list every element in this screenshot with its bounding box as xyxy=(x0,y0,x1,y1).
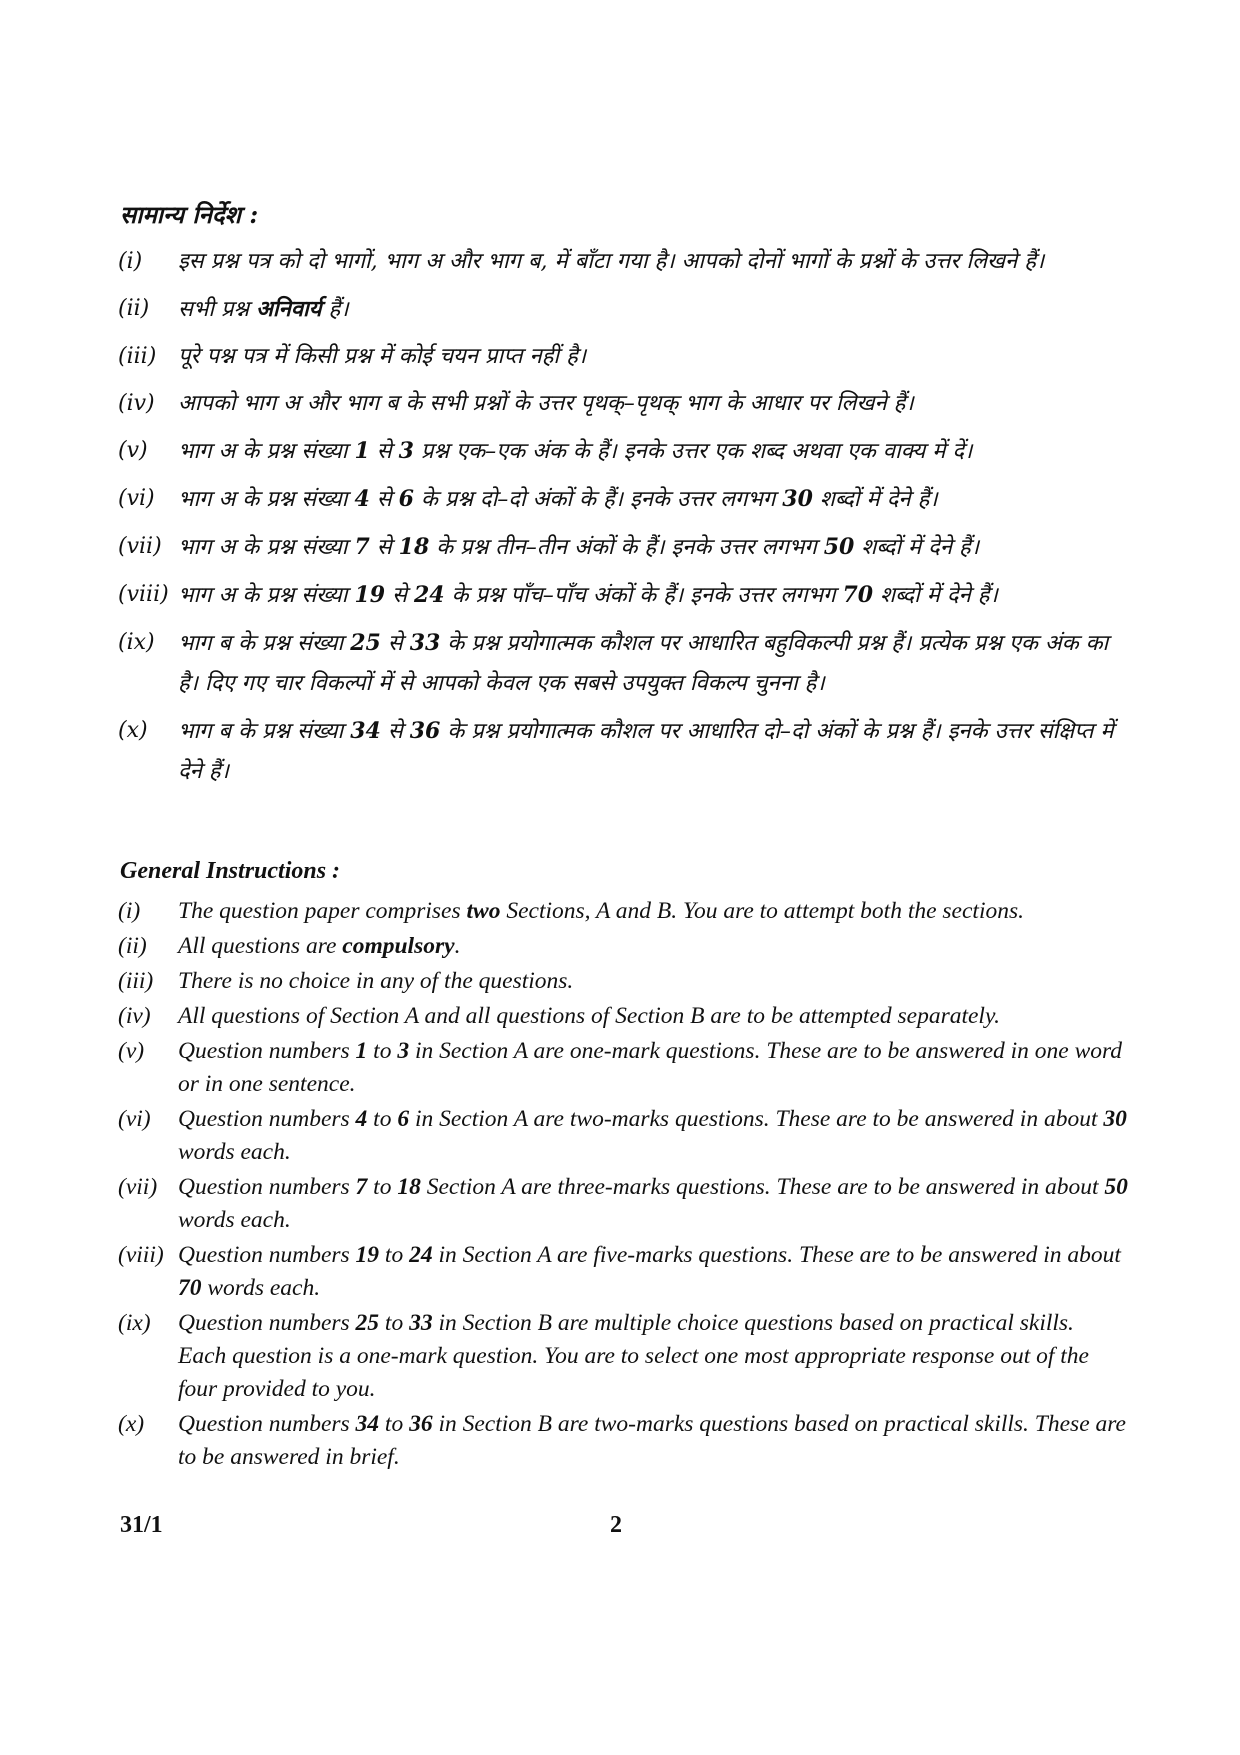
text-run: . xyxy=(454,933,461,959)
instruction-text xyxy=(178,384,1128,424)
instruction-number: (v) xyxy=(118,438,148,463)
instruction-number: (iii) xyxy=(118,344,157,369)
instruction-text xyxy=(178,1239,1128,1305)
instruction-number: (iv) xyxy=(118,1003,151,1029)
hindi-instruction-item xyxy=(118,431,1128,472)
text-run: के प्रश्न प्रयोगात्मक कौशल पर आधारित बहुविकल्पी प्रश्न हैं। प्रत्येक प्रश्न एक अंक का है। दिए गए चार विकल्पों में से आपको केवल एक सबसे उपयुक्त विकल्प चुनना है। xyxy=(178,631,1109,696)
text-run: words each. xyxy=(178,1139,291,1165)
emphasis-text: 70 xyxy=(842,582,874,608)
emphasis-text: 7 xyxy=(354,534,370,560)
instruction-text xyxy=(178,479,1128,520)
emphasis-text: 33 xyxy=(409,630,441,656)
english-instructions-heading: General Instructions : xyxy=(120,858,341,884)
text-run: से xyxy=(369,439,399,464)
text-run: in Section A are one-mark questions. These are to be answered in one word or in one sentence. xyxy=(178,1038,1123,1097)
text-run: to xyxy=(379,1242,410,1268)
hindi-instruction-item xyxy=(118,711,1128,792)
emphasis-text: 18 xyxy=(397,1174,421,1200)
english-instructions-list xyxy=(118,895,1128,1476)
text-run: words each. xyxy=(178,1207,291,1233)
instruction-number: (vii) xyxy=(118,1174,158,1200)
hindi-instruction-item xyxy=(118,337,1128,377)
instruction-text xyxy=(178,623,1128,704)
english-instruction-item xyxy=(118,895,1128,928)
text-run: हैं। xyxy=(321,297,349,322)
emphasis-text: 50 xyxy=(823,534,855,560)
instruction-text xyxy=(178,289,1128,330)
emphasis-text: 19 xyxy=(355,1242,380,1268)
emphasis-text: 34 xyxy=(350,718,381,744)
hindi-instructions-list xyxy=(118,242,1128,799)
emphasis-text: 33 xyxy=(409,1310,433,1336)
text-run: to xyxy=(379,1411,410,1437)
emphasis-text: 30 xyxy=(782,486,813,512)
instruction-number: (v) xyxy=(118,1038,145,1064)
text-run: इस प्रश्न पत्र को दो भागों, भाग अ और भाग ब, में बाँटा गया है। आपको दोनों भागों के प्रश्नों के उत्तर लिखने हैं। xyxy=(178,249,1045,274)
text-run: आपको भाग अ और भाग ब के सभी प्रश्नों के उत्तर पृथक्–पृथक् भाग के आधार पर लिखने हैं। xyxy=(178,391,914,416)
hindi-instruction-item xyxy=(118,575,1128,616)
text-run: भाग ब के प्रश्न संख्या xyxy=(178,631,351,656)
text-run: words each. xyxy=(201,1275,321,1301)
hindi-instruction-item xyxy=(118,623,1128,704)
instruction-text xyxy=(178,965,1128,998)
text-run: भाग ब के प्रश्न संख्या xyxy=(178,719,351,744)
text-run: के प्रश्न प्रयोगात्मक कौशल पर आधारित दो–दो अंकों के प्रश्न हैं। इनके उत्तर संक्षिप्त में देने हैं। xyxy=(178,719,1114,784)
instruction-text xyxy=(178,1000,1128,1033)
emphasis-text: 34 xyxy=(355,1411,380,1437)
instruction-number: (x) xyxy=(118,718,148,743)
instruction-text xyxy=(178,1103,1128,1169)
instruction-number: (vii) xyxy=(118,534,162,559)
text-run: to xyxy=(367,1038,398,1064)
text-run: के प्रश्न पाँच–पाँच अंकों के हैं। इनके उत्तर लगभग xyxy=(444,583,843,608)
instruction-number: (iii) xyxy=(118,968,154,994)
text-run: to xyxy=(379,1310,410,1336)
emphasis-text: अनिवार्य xyxy=(256,296,322,322)
emphasis-text: 4 xyxy=(354,486,370,512)
text-run: भाग अ के प्रश्न संख्या xyxy=(178,439,355,464)
english-instruction-item xyxy=(118,1408,1128,1474)
text-run: Question numbers xyxy=(178,1310,356,1336)
instruction-text xyxy=(178,895,1128,928)
text-run: The question paper comprises xyxy=(178,898,467,924)
english-instruction-item xyxy=(118,1000,1128,1033)
instruction-number: (vi) xyxy=(118,1106,151,1132)
instruction-number: (iv) xyxy=(118,391,155,416)
emphasis-text: 6 xyxy=(398,486,414,512)
instruction-text xyxy=(178,1408,1128,1474)
emphasis-text: compulsory xyxy=(342,933,455,959)
text-run: Question numbers xyxy=(178,1242,356,1268)
instruction-number: (viii) xyxy=(118,1242,164,1268)
hindi-instructions-heading: सामान्य निर्देश : xyxy=(120,200,259,229)
emphasis-text: 24 xyxy=(413,582,445,608)
text-run: Section A are three-marks questions. These are to be answered in about xyxy=(420,1174,1105,1200)
emphasis-text: 6 xyxy=(397,1106,410,1132)
emphasis-text: 24 xyxy=(409,1242,433,1268)
text-run: in Section B are two-marks questions based on practical skills. These are to be answered in brief. xyxy=(178,1411,1126,1470)
english-instruction-item xyxy=(118,1307,1128,1406)
emphasis-text: two xyxy=(466,898,501,924)
text-run: There is no choice in any of the questions. xyxy=(178,968,574,994)
english-instruction-item xyxy=(118,1103,1128,1169)
instruction-text xyxy=(178,575,1128,616)
instruction-number: (i) xyxy=(118,249,143,274)
text-run: से xyxy=(369,487,399,512)
instruction-text xyxy=(178,1307,1128,1406)
instruction-number: (ix) xyxy=(118,630,155,655)
text-run: All questions are xyxy=(178,933,343,959)
text-run: से xyxy=(385,583,414,608)
instruction-number: (viii) xyxy=(118,582,169,607)
text-run: भाग अ के प्रश्न संख्या xyxy=(178,487,355,512)
emphasis-text: 25 xyxy=(350,630,381,656)
text-run: शब्दों में देने हैं। xyxy=(812,487,938,512)
text-run: in Section B are multiple choice questions based on practical skills. Each question is a one-mark question. You are to select one most appropriate response out of the four provided to you. xyxy=(178,1310,1089,1402)
text-run: to xyxy=(367,1174,398,1200)
instruction-number: (ii) xyxy=(118,296,150,321)
text-run: के प्रश्न दो–दो अंकों के हैं। इनके उत्तर लगभग xyxy=(413,487,783,512)
emphasis-text: 36 xyxy=(409,1411,433,1437)
instruction-text xyxy=(178,711,1128,792)
instruction-text xyxy=(178,337,1128,377)
hindi-instruction-item xyxy=(118,527,1128,568)
emphasis-text: 4 xyxy=(355,1106,368,1132)
text-run: पूरे पश्न पत्र में किसी प्रश्न में कोई चयन प्राप्त नहीं है। xyxy=(178,344,587,369)
english-instruction-item xyxy=(118,965,1128,998)
instruction-number: (i) xyxy=(118,898,141,924)
instruction-text xyxy=(178,431,1128,472)
text-run: Question numbers xyxy=(178,1106,356,1132)
english-instruction-item xyxy=(118,1035,1128,1101)
text-run: Question numbers xyxy=(178,1038,356,1064)
english-instruction-item xyxy=(118,1171,1128,1237)
hindi-instruction-item xyxy=(118,384,1128,424)
english-instruction-item xyxy=(118,1239,1128,1305)
emphasis-text: 50 xyxy=(1104,1174,1128,1200)
text-run: in Section A are five-marks questions. These are to be answered in about xyxy=(432,1242,1121,1268)
text-run: All questions of Section A and all questions of Section B are to be attempted separately. xyxy=(178,1003,1000,1029)
text-run: in Section A are two-marks questions. These are to be answered in about xyxy=(409,1106,1104,1132)
emphasis-text: 25 xyxy=(355,1310,380,1336)
emphasis-text: 1 xyxy=(355,1038,368,1064)
text-run: के प्रश्न तीन–तीन अंकों के हैं। इनके उत्तर लगभग xyxy=(429,535,824,560)
text-run: Question numbers xyxy=(178,1174,356,1200)
emphasis-text: 70 xyxy=(178,1275,202,1301)
emphasis-text: 3 xyxy=(397,1038,410,1064)
instruction-text xyxy=(178,1171,1128,1237)
page-number: 2 xyxy=(610,1512,622,1538)
emphasis-text: 3 xyxy=(398,438,414,464)
emphasis-text: 1 xyxy=(354,438,370,464)
instruction-text xyxy=(178,930,1128,963)
text-run: से xyxy=(380,719,410,744)
emphasis-text: 18 xyxy=(398,534,430,560)
english-instruction-item xyxy=(118,930,1128,963)
text-run: शब्दों में देने हैं। xyxy=(854,535,980,560)
text-run: to xyxy=(367,1106,398,1132)
instruction-number: (ii) xyxy=(118,933,147,959)
paper-code: 31/1 xyxy=(120,1512,163,1538)
emphasis-text: 19 xyxy=(354,582,386,608)
text-run: सभी प्रश्न xyxy=(178,297,257,322)
text-run: Sections, A and B. You are to attempt both the sections. xyxy=(500,898,1024,924)
text-run: शब्दों में देने हैं। xyxy=(873,583,998,608)
hindi-instruction-item xyxy=(118,289,1128,330)
text-run: भाग अ के प्रश्न संख्या xyxy=(178,535,355,560)
instruction-number: (ix) xyxy=(118,1310,151,1336)
emphasis-text: 36 xyxy=(409,718,441,744)
text-run: से xyxy=(380,631,410,656)
text-run: से xyxy=(369,535,399,560)
instruction-text xyxy=(178,242,1128,282)
instruction-number: (x) xyxy=(118,1411,145,1437)
emphasis-text: 30 xyxy=(1103,1106,1127,1132)
emphasis-text: 7 xyxy=(355,1174,368,1200)
instruction-text xyxy=(178,1035,1128,1101)
text-run: भाग अ के प्रश्न संख्या xyxy=(178,583,355,608)
instruction-text xyxy=(178,527,1128,568)
text-run: प्रश्न एक–एक अंक के हैं। इनके उत्तर एक शब्द अथवा एक वाक्य में दें। xyxy=(413,439,973,464)
hindi-instruction-item xyxy=(118,479,1128,520)
hindi-instruction-item xyxy=(118,242,1128,282)
text-run: Question numbers xyxy=(178,1411,356,1437)
instruction-number: (vi) xyxy=(118,486,155,511)
